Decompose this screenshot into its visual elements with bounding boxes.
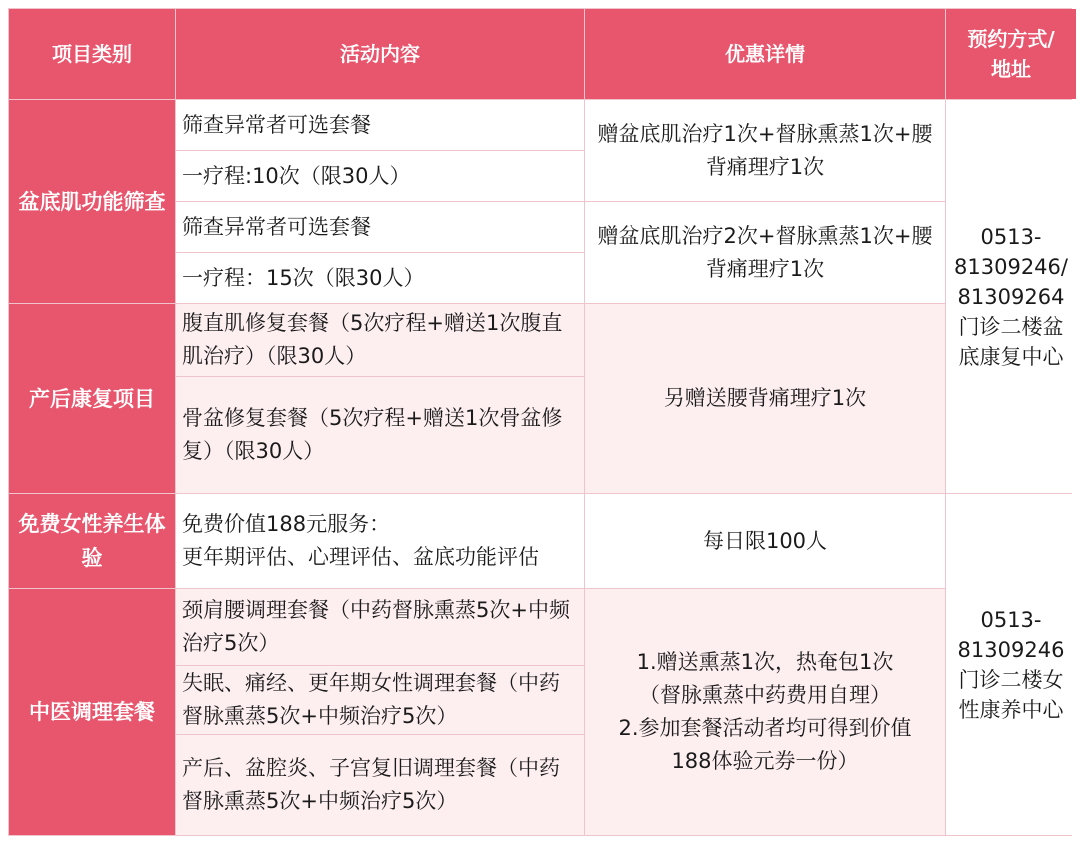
benefit-cell: 每日限100人 (585, 494, 945, 588)
activity-cell: 筛查异常者可选套餐 (176, 100, 584, 150)
category-postpartum-rehab: 产后康复项目 (9, 304, 175, 493)
booking-address-cell: 0513- 81309246 门诊二楼女 性康养中心 (946, 494, 1076, 835)
activity-cell: 失眠、痛经、更年期女性调理套餐（中药督脉熏蒸5次+中频治疗5次） (176, 666, 584, 734)
category-tcm-package: 中医调理套餐 (9, 589, 175, 835)
activity-cell: 免费价值188元服务： 更年期评估、心理评估、盆底功能评估 (176, 494, 584, 588)
benefit-cell: 赠盆底肌治疗1次+督脉熏蒸1次+腰背痛理疗1次 (585, 100, 945, 201)
header-benefit: 优惠详情 (585, 9, 945, 99)
activity-cell: 颈肩腰调理套餐（中药督脉熏蒸5次+中频治疗5次） (176, 589, 584, 665)
activity-cell: 骨盆修复套餐（5次疗程+赠送1次骨盆修复）（限30人） (176, 377, 584, 493)
activity-cell: 一疗程：15次（限30人） (176, 253, 584, 303)
activity-cell: 产后、盆腔炎、子宫复旧调理套餐（中药督脉熏蒸5次+中频治疗5次） (176, 735, 584, 835)
benefit-cell: 1.赠送熏蒸1次，热奄包1次 （督脉熏蒸中药费用自理） 2.参加套餐活动者均可得到价值 188体验元券一份） (585, 589, 945, 835)
benefit-cell: 另赠送腰背痛理疗1次 (585, 304, 945, 493)
header-activity: 活动内容 (176, 9, 584, 99)
activity-cell: 腹直肌修复套餐（5次疗程+赠送1次腹直肌治疗）（限30人） (176, 304, 584, 376)
activity-cell: 筛查异常者可选套餐 (176, 202, 584, 252)
header-booking: 预约方式/ 地址 (946, 9, 1076, 99)
header-category: 项目类别 (9, 9, 175, 99)
category-pelvic-floor-screening: 盆底肌功能筛查 (9, 100, 175, 303)
activity-cell: 一疗程:10次（限30人） (176, 151, 584, 201)
booking-address-cell: 0513- 81309246/ 81309264 门诊二楼盆 底康复中心 (946, 100, 1076, 493)
category-free-wellness: 免费女性养生体验 (9, 494, 175, 588)
promotion-table (8, 8, 1072, 836)
benefit-cell: 赠盆底肌治疗2次+督脉熏蒸1次+腰背痛理疗1次 (585, 202, 945, 303)
